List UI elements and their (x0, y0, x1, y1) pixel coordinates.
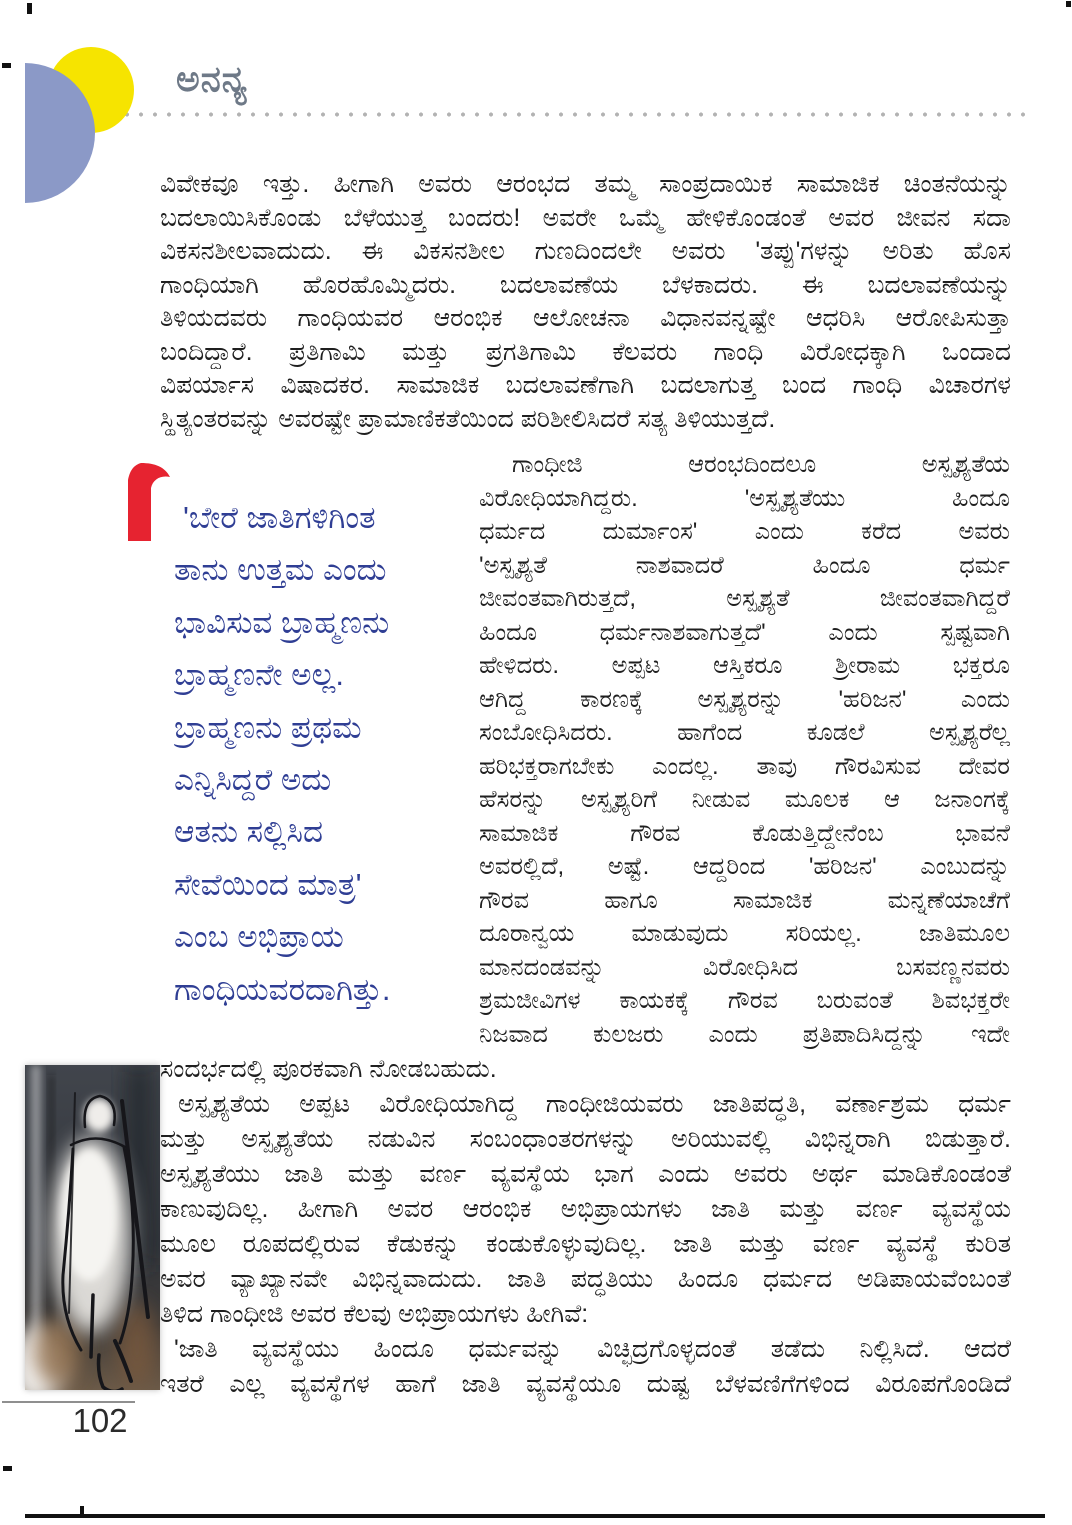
text-line: ದೂರಾನ್ವಯ ಮಾಡುವುದು ಸರಿಯಲ್ಲ. ಜಾತಿಮೂಲ (479, 920, 1010, 947)
text-line: ಸ್ಥಿತ್ಯಂತರವನ್ನು ಅವರಷ್ಟೇ ಪ್ರಾಮಾಣಿಕತೆಯಿಂದ ಪರಿಶೀಲಿಸಿದರೆ ಸತ್ಯ ತಿಳಿಯುತ್ತದೆ. (160, 404, 776, 433)
text-line: ತಿಳಿದ ಗಾಂಧೀಜಿ ಅವರ ಕೆಲವು ಅಭಿಪ್ರಾಯಗಳು ಹೀಗಿವೆ: (160, 1300, 589, 1328)
text-line: ಎನ್ನಿಸಿದ್ದರೆ ಅದು (174, 761, 332, 797)
text-line: ಎಂಬ ಅಭಿಪ್ರಾಯ (174, 919, 344, 955)
dotted-divider (120, 110, 1032, 119)
text-line: ಇತರೆ ಎಲ್ಲ ವ್ಯವಸ್ಥೆಗಳ ಹಾಗೆ ಜಾತಿ ವ್ಯವಸ್ಥೆಯೂ ದುಷ್ಟ ಬೆಳವಣಿಗೆಗಳಿಂದ ವಿರೂಪಗೊಂಡಿದೆ (160, 1370, 1011, 1398)
text-line: ತಾನು ಉತ್ತಮ ಎಂದು (174, 552, 387, 588)
text-line: ಅವರಲ್ಲಿದೆ, ಅಷ್ಟೆ. ಆದ್ದರಿಂದ 'ಹರಿಜನ' ಎಂಬುದನ್ನು (479, 853, 1010, 880)
text-line: ಮಾನದಂಡವನ್ನು ವಿರೋಧಿಸಿದ ಬಸವಣ್ಣನವರು (479, 953, 1010, 981)
text-line: ಧರ್ಮದ ದುರ್ಮಾಂಸ' ಎಂದು ಕರೆದ ಅವರು (479, 518, 1010, 545)
opening-quote-icon (128, 463, 172, 548)
text-line: ಅಸ್ಪೃಶ್ಯತೆಯು ಜಾತಿ ಮತ್ತು ವರ್ಣ ವ್ಯವಸ್ಥೆಯ ಭಾಗ ಎಂದು ಅವರು ಅರ್ಥ ಮಾಡಿಕೊಂಡಂತೆ (160, 1160, 1011, 1188)
text-line: ಅಸ್ಪೃಶ್ಯತೆಯ ಅಪ್ಪಟ ವಿರೋಧಿಯಾಗಿದ್ದ ಗಾಂಧೀಜಿಯವರು ಜಾತಿಪದ್ಧತಿ, ವರ್ಣಾಶ್ರಮ ಧರ್ಮ (178, 1090, 1011, 1118)
text-line: ವಿಕಸನಶೀಲವಾದುದು. ಈ ವಿಕಸನಶೀಲ ಗುಣದಿಂದಲೇ ಅವರು 'ತಪ್ಪು'ಗಳನ್ನು ಅರಿತು ಹೊಸ (160, 237, 1011, 265)
paragraph-right-column (479, 448, 1010, 1051)
crop-mark-bottom-left (3, 1466, 12, 1471)
text-line: ತಿಳಿಯದವರು ಗಾಂಧಿಯವರ ಆರಂಭಿಕ ಆಲೋಚನಾ ವಿಧಾನವನ್ನಷ್ಟೇ ಆಧರಿಸಿ ಆರೋಪಿಸುತ್ತಾ (160, 304, 1011, 332)
text-line: ಕಾಣುವುದಿಲ್ಲ. ಹೀಗಾಗಿ ಅವರ ಆರಂಭಿಕ ಅಭಿಪ್ರಾಯಗಳು ಜಾತಿ ಮತ್ತು ವರ್ಣ ವ್ಯವಸ್ಥೆಯ (160, 1195, 1011, 1223)
text-line: ಗಾಂಧಿಯಾಗಿ ಹೊರಹೊಮ್ಮಿದರು. ಬದಲಾವಣೆಯ ಬೆಳಕಾದರು. ಈ ಬದಲಾವಣೆಯನ್ನು (160, 270, 1011, 299)
paragraph-caste-quote (160, 1332, 1011, 1402)
text-line: 'ಅಸ್ಪೃಶ್ಯತೆ ನಾಶವಾದರೆ ಹಿಂದೂ ಧರ್ಮ (479, 551, 1010, 579)
text-line: ಗಾಂಧಿಯವರದಾಗಿತ್ತು. (174, 971, 391, 1007)
crop-mark-left (2, 63, 11, 68)
text-line: ನಿಜವಾದ ಕುಲಜರು ಎಂದು ಪ್ರತಿಪಾದಿಸಿದ್ದನ್ನು ಇದೇ (479, 1020, 1010, 1048)
crop-mark-top-right (1066, 1, 1071, 7)
paragraph-intro (160, 168, 1011, 436)
text-line: ಹೇಳಿದರು. ಅಪ್ಪಟ ಆಸ್ತಿಕರೂ ಶ್ರೀರಾಮ ಭಕ್ತರೂ (479, 652, 1010, 679)
text-line: ಮೂಲ ರೂಪದಲ್ಲಿರುವ ಕೆಡುಕನ್ನು ಕಂಡುಕೊಳ್ಳುವುದಿಲ್ಲ. ಜಾತಿ ಮತ್ತು ವರ್ಣ ವ್ಯವಸ್ಥೆ ಕುರಿತ (160, 1230, 1011, 1258)
gandhi-sketch-illustration (25, 1065, 160, 1390)
text-line: ಆತನು ಸಲ್ಲಿಸಿದ (174, 814, 323, 850)
page-number: 102 (72, 1402, 128, 1439)
text-line: ವಿರೋಧಿಯಾಗಿದ್ದರು. 'ಅಸ್ಪೃಶ್ಯತೆಯು ಹಿಂದೂ (479, 484, 1010, 512)
text-line: ಬ್ರಾಹ್ಮಣನೇ ಅಲ್ಲ. (174, 657, 344, 693)
text-line: ಹರಿಭಕ್ತರಾಗಬೇಕು ಎಂದಲ್ಲ. ತಾವು ಗೌರವಿಸುವ ದೇವರ (479, 752, 1010, 780)
text-line: ಬದಲಾಯಿಸಿಕೊಂಡು ಬೆಳೆಯುತ್ತ ಬಂದರು! ಅವರೇ ಒಮ್ಮೆ ಹೇಳಿಕೊಂಡಂತೆ ಅವರ ಜೀವನ ಸದಾ (160, 203, 1011, 232)
text-line: ಆಗಿದ್ದ ಕಾರಣಕ್ಕೆ ಅಸ್ಪೃಶ್ಯರನ್ನು 'ಹರಿಜನ' ಎಂದು (479, 685, 1010, 713)
text-line: ಗೌರವ ಹಾಗೂ ಸಾಮಾಜಿಕ ಮನ್ನಣೆಯಾಚೆಗೆ (479, 886, 1010, 914)
text-line: ಅವರ ವ್ಯಾಖ್ಯಾನವೇ ವಿಭಿನ್ನವಾದುದು. ಜಾತಿ ಪದ್ಧತಿಯು ಹಿಂದೂ ಧರ್ಮದ ಅಡಿಪಾಯವೆಂಬಂತೆ (160, 1265, 1011, 1293)
text-line: ಸೇವೆಯಿಂದ ಮಾತ್ರ' (174, 866, 362, 902)
text-line: 'ಜಾತಿ ವ್ಯವಸ್ಥೆಯು ಹಿಂದೂ ಧರ್ಮವನ್ನು ವಿಚ್ಛಿದ್ರಗೊಳ್ಳದಂತೆ ತಡೆದು ನಿಲ್ಲಿಸಿದೆ. ಆದರೆ (174, 1335, 1011, 1363)
text-line: ಹೆಸರನ್ನು ಅಸ್ಪೃಶ್ಯರಿಗೆ ನೀಡುವ ಮೂಲಕ ಆ ಜನಾಂಗಕ್ಕೆ (479, 786, 1010, 813)
paragraph-closing-line: ಸಂದರ್ಭದಲ್ಲಿ ಪೂರಕವಾಗಿ ನೋಡಬಹುದು. (160, 1055, 497, 1083)
text-line: ಹಿಂದೂ ಧರ್ಮನಾಶವಾಗುತ್ತದೆ' ಎಂದು ಸ್ಪಷ್ಟವಾಗಿ (479, 618, 1010, 646)
text-line: ವಿವೇಕವೂ ಇತ್ತು. ಹೀಗಾಗಿ ಅವರು ಆರಂಭದ ತಮ್ಮ ಸಾಂಪ್ರದಾಯಿಕ ಸಾಮಾಜಿಕ ಚಿಂತನೆಯನ್ನು (160, 170, 1011, 198)
text-line: ಮತ್ತು ಅಸ್ಪೃಶ್ಯತೆಯ ನಡುವಿನ ಸಂಬಂಧಾಂತರಗಳನ್ನು ಅರಿಯುವಲ್ಲಿ ವಿಭಿನ್ನರಾಗಿ ಬಿಡುತ್ತಾರೆ. (160, 1125, 1011, 1153)
paragraph-untouchability (160, 1087, 1011, 1332)
text-line: 'ಬೇರೆ ಜಾತಿಗಳಿಗಿಂತ (183, 500, 376, 535)
text-line: ಶ್ರಮಜೀವಿಗಳ ಕಾಯಕಕ್ಕೆ ಗೌರವ ಬರುವಂತೆ ಶಿವಭಕ್ತರೇ (479, 987, 1010, 1014)
text-line: ಬಂದಿದ್ದಾರೆ. ಪ್ರತಿಗಾಮಿ ಮತ್ತು ಪ್ರಗತಿಗಾಮಿ ಕೆಲವರು ಗಾಂಧಿ ವಿರೋಧಕ್ಕಾಗಿ ಒಂದಾದ (160, 337, 1011, 366)
text-line: ಸಾಮಾಜಿಕ ಗೌರವ ಕೊಡುತ್ತಿದ್ದೇನೆಂಬ ಭಾವನೆ (479, 819, 1010, 847)
text-line: ಬ್ರಾಹ್ಮಣನು ಪ್ರಥಮ (174, 709, 362, 745)
text-line: ಭಾವಿಸುವ ಬ್ರಾಹ್ಮಣನು (174, 604, 390, 640)
text-line: ಗಾಂಧೀಜಿ ಆರಂಭದಿಂದಲೂ ಅಸ್ಪೃಶ್ಯತೆಯ (512, 451, 1010, 478)
crop-mark-top-left (27, 3, 32, 14)
chapter-title: ಅನನ್ಯ (176, 58, 248, 99)
text-line: ಸಂಬೋಧಿಸಿದರು. ಹಾಗೆಂದ ಕೂಡಲೆ ಅಸ್ಪೃಶ್ಯರೆಲ್ಲ (479, 719, 1010, 746)
text-line: ವಿಪರ್ಯಾಸ ವಿಷಾದಕರ. ಸಾಮಾಜಿಕ ಬದಲಾವಣೆಗಾಗಿ ಬದಲಾಗುತ್ತ ಬಂದ ಗಾಂಧಿ ವಿಚಾರಗಳ (160, 371, 1011, 399)
pull-quote-text (174, 492, 474, 1016)
bottom-edge-rule (25, 1514, 1045, 1518)
text-line: ಜೀವಂತವಾಗಿರುತ್ತದೆ, ಅಸ್ಪೃಶ್ಯತೆ ಜೀವಂತವಾಗಿದ್ದರೆ (479, 585, 1010, 612)
